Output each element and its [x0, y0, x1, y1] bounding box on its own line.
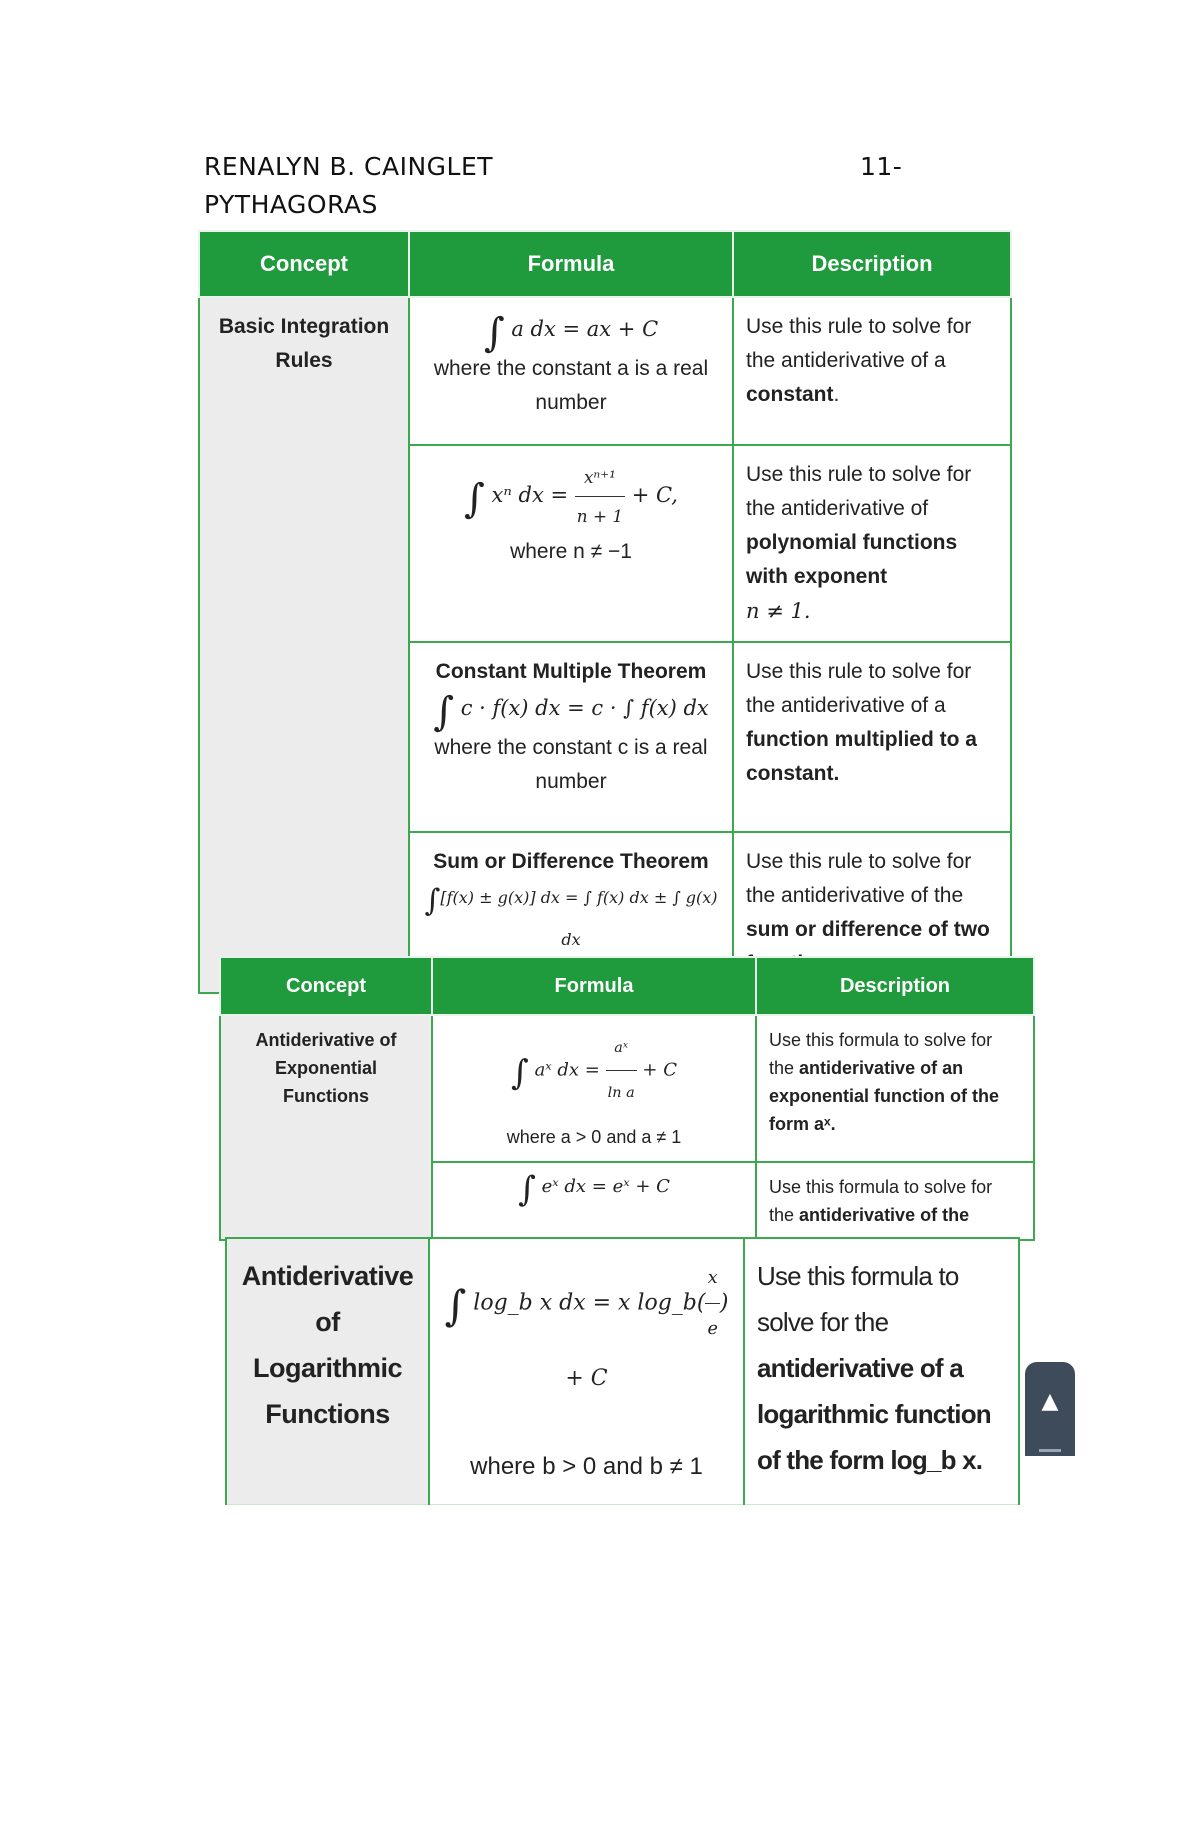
integral-symbol: ∫	[464, 475, 485, 522]
column-header-concept: Concept	[220, 957, 432, 1015]
integral-symbol: ∫	[444, 1280, 467, 1330]
fraction: $\frac{x}{e}$	[705, 1253, 719, 1354]
column-header-formula: Formula	[409, 231, 733, 297]
concept-cell: Antiderivative of Logarithmic Functions	[226, 1238, 429, 1505]
formula-expression: ∫ log_b x dx = x log_b( $\frac{x}{e}$ ) + C	[442, 1253, 731, 1404]
formula-expression: ∫ eˣ dx = eˣ + C	[518, 1169, 670, 1210]
column-header-description: Description	[756, 957, 1034, 1015]
student-name: RENALYN B. CAINGLET	[204, 152, 494, 181]
section-name: PYTHAGORAS	[204, 190, 378, 219]
description-cell: Use this formula to solve for the antiderivative of an exponential function of the form aˣ.	[756, 1015, 1034, 1162]
grade-level: 11-	[860, 152, 903, 181]
description-cell: Use this formula to solve for the antiderivative of the	[756, 1162, 1034, 1240]
formula-note: where b > 0 and b ≠ 1	[470, 1453, 703, 1480]
fraction: $\frac{\text{xⁿ⁺¹}}{n + 1}$	[575, 458, 625, 535]
formula-expression: ∫ a dx = ax + C	[483, 309, 659, 356]
description-cell: Use this rule to solve for the antiderivative of the sum or difference of two	[733, 832, 1011, 993]
formula-cell	[409, 445, 733, 642]
description-cell: Use this rule to solve for the antiderivative of a constant.	[733, 297, 1011, 445]
formula-note: where n ≠ −1	[510, 540, 632, 563]
formula-cell	[409, 297, 733, 445]
description-cell: Use this rule to solve for the antiderivative of polynomial functions with exponent n ≠ 1.	[733, 445, 1011, 642]
scroll-to-top-button[interactable]	[1025, 1362, 1075, 1456]
formula-expression: ∫ xⁿ dx = $\frac{\text{xⁿ⁺¹}}{n + 1}$ + C,	[422, 458, 720, 535]
integral-symbol: ∫	[433, 688, 455, 735]
table-header-row	[220, 957, 1034, 1015]
column-header-formula: Formula	[432, 957, 756, 1015]
formula-expression: ∫ c · f(x) dx = c · ∫ f(x) dx	[433, 688, 709, 735]
formula-cell	[429, 1238, 744, 1505]
up-arrow-icon: ▲	[1041, 1389, 1059, 1414]
theorem-title: Constant Multiple Theorem	[435, 660, 707, 683]
table-header-row	[199, 231, 1011, 297]
integral-symbol: ∫	[483, 309, 505, 356]
table-row	[226, 1238, 1019, 1505]
formula-note: where a > 0 and a ≠ 1	[506, 1127, 682, 1147]
integral-symbol: ∫	[518, 1169, 536, 1210]
formula-expression: ∫[f(x) ± g(x)] dx = ∫ f(x) dx ± ∫ g(x) dx	[424, 883, 718, 949]
formula-cell	[432, 1162, 756, 1240]
integral-symbol: ∫	[424, 883, 441, 919]
formula-cell	[432, 1015, 756, 1162]
theorem-title: Sum or Difference Theorem	[433, 850, 709, 873]
concept-cell: Antiderivative of Exponential Functions	[220, 1015, 432, 1240]
basic-integration-table	[198, 230, 1012, 994]
exponential-functions-table	[219, 956, 1035, 1241]
button-indicator-bar	[1039, 1449, 1061, 1452]
fraction: $\frac{\text{aˣ}}{\text{ln a}}$	[606, 1026, 637, 1115]
table-row	[220, 1015, 1034, 1162]
column-header-description: Description	[733, 231, 1011, 297]
formula-note: where the constant c is a real number	[434, 735, 708, 793]
description-cell: Use this rule to solve for the antiderivative of a function multiplied to a constant.	[733, 642, 1011, 832]
formula-cell	[409, 642, 733, 832]
formula-expression: ∫ aˣ dx = $\frac{\text{aˣ}}{\text{ln a}}$ + C	[445, 1026, 743, 1115]
formula-note: where the constant a is a real number	[433, 356, 709, 414]
integral-symbol: ∫	[511, 1053, 529, 1094]
table-row	[199, 297, 1011, 445]
concept-cell: Basic Integration Rules	[199, 297, 409, 993]
description-cell: Use this formula to solve for the antiderivative of a logarithmic function of the form log_b x.	[744, 1238, 1019, 1505]
column-header-concept: Concept	[199, 231, 409, 297]
logarithmic-functions-table	[225, 1237, 1020, 1505]
